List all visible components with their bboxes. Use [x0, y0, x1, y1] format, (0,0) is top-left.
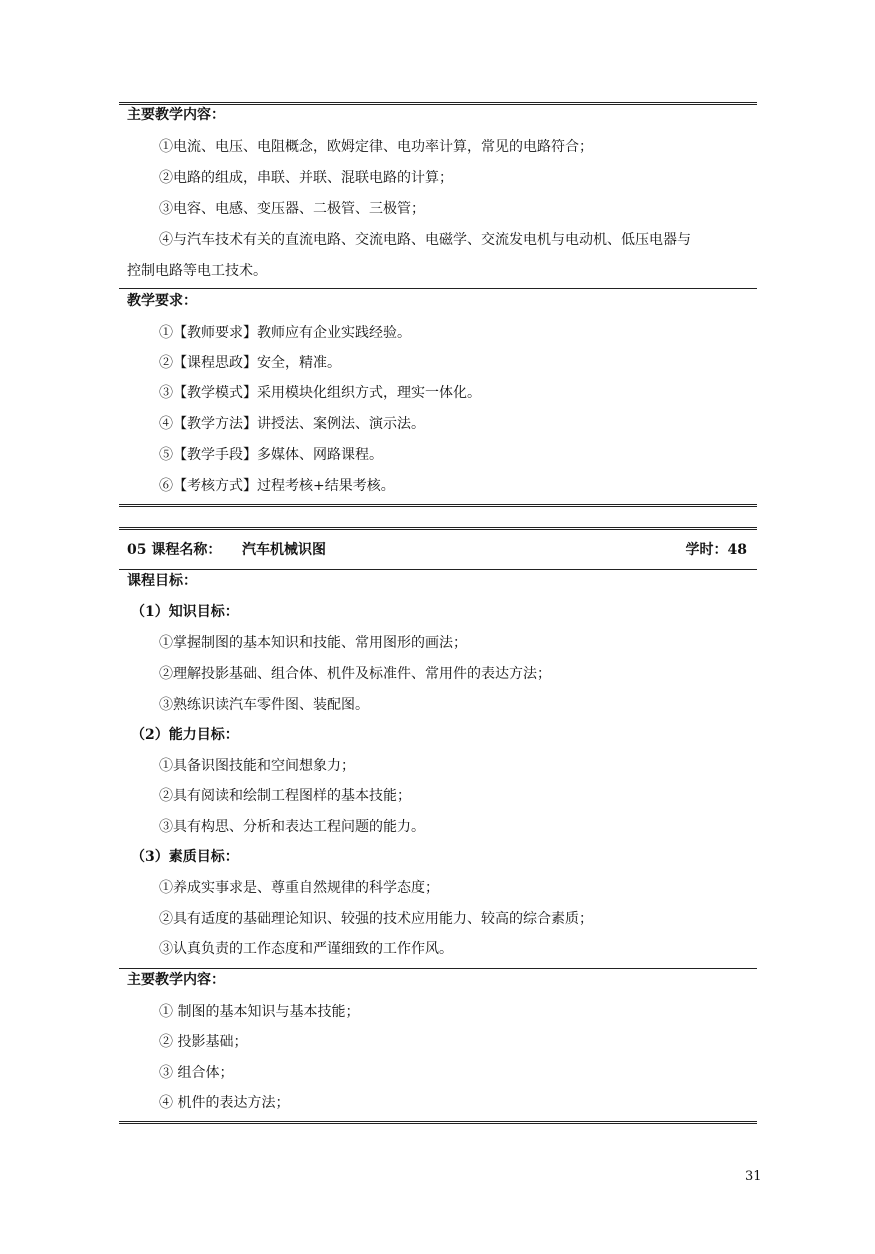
main-content-heading: 主要教学内容： — [127, 107, 225, 123]
knowledge-item: ①掌握制图的基本知识和技能、常用图形的画法； — [159, 635, 467, 651]
requirement-item: ③【教学模式】采用模块化组织方式，理实一体化。 — [159, 385, 481, 401]
content-item: ①电流、电压、电阻概念，欧姆定律、电功率计算，常见的电路符合； — [159, 139, 593, 155]
bottom-double-rule — [119, 1121, 757, 1124]
content-item: ④与汽车技术有关的直流电路、交流电路、电磁学、交流发电机与电动机、低压电器与 — [159, 232, 691, 248]
content-item: ① 制图的基本知识与基本技能； — [159, 1004, 360, 1020]
quality-item: ③认真负责的工作态度和严谨细致的工作作风。 — [159, 941, 453, 957]
content-item: ④ 机件的表达方法； — [159, 1095, 290, 1111]
rule — [119, 968, 757, 969]
requirement-item: ②【课程思政】安全，精准。 — [159, 355, 341, 371]
ability-heading: （2）能力目标： — [131, 727, 239, 743]
content-item-continued: 控制电路等电工技术。 — [127, 263, 267, 279]
page-number: 31 — [745, 1169, 762, 1184]
knowledge-item: ③熟练识读汽车零件图、装配图。 — [159, 697, 369, 713]
course-title-row — [127, 541, 747, 559]
ability-item: ①具备识图技能和空间想象力； — [159, 758, 355, 774]
knowledge-heading: （1）知识目标： — [131, 604, 239, 620]
course-label: 05 课程名称： — [127, 542, 222, 558]
ability-item: ③具有构思、分析和表达工程问题的能力。 — [159, 819, 425, 835]
requirements-heading: 教学要求： — [127, 293, 197, 309]
section-electrical — [119, 102, 757, 512]
quality-item: ②具有适度的基础理论知识、较强的技术应用能力、较高的综合素质； — [159, 911, 593, 927]
goals-heading: 课程目标： — [127, 573, 197, 589]
rule — [119, 569, 757, 570]
requirement-item: ⑥【考核方式】过程考核+结果考核。 — [159, 478, 395, 494]
requirement-item: ⑤【教学手段】多媒体、网路课程。 — [159, 447, 383, 463]
requirement-item: ④【教学方法】讲授法、案例法、演示法。 — [159, 416, 425, 432]
knowledge-item: ②理解投影基础、组合体、机件及标准件、常用件的表达方法； — [159, 666, 551, 682]
main-content-heading: 主要教学内容： — [127, 972, 225, 988]
course-hours: 学时：48 — [685, 542, 747, 558]
content-item: ③电容、电感、变压器、二极管、三极管； — [159, 201, 425, 217]
top-double-rule — [119, 527, 757, 530]
ability-item: ②具有阅读和绘制工程图样的基本技能； — [159, 788, 411, 804]
bottom-double-rule — [119, 504, 757, 507]
rule — [119, 288, 757, 289]
requirement-item: ①【教师要求】教师应有企业实践经验。 — [159, 325, 411, 341]
quality-heading: （3）素质目标： — [131, 849, 239, 865]
section-course-05 — [119, 527, 757, 1127]
quality-item: ①养成实事求是、尊重自然规律的科学态度； — [159, 880, 439, 896]
content-item: ②电路的组成，串联、并联、混联电路的计算； — [159, 170, 453, 186]
content-item: ③ 组合体； — [159, 1065, 234, 1081]
top-double-rule — [119, 102, 757, 105]
content-item: ② 投影基础； — [159, 1034, 248, 1050]
course-name: 汽车机械识图 — [242, 542, 326, 558]
